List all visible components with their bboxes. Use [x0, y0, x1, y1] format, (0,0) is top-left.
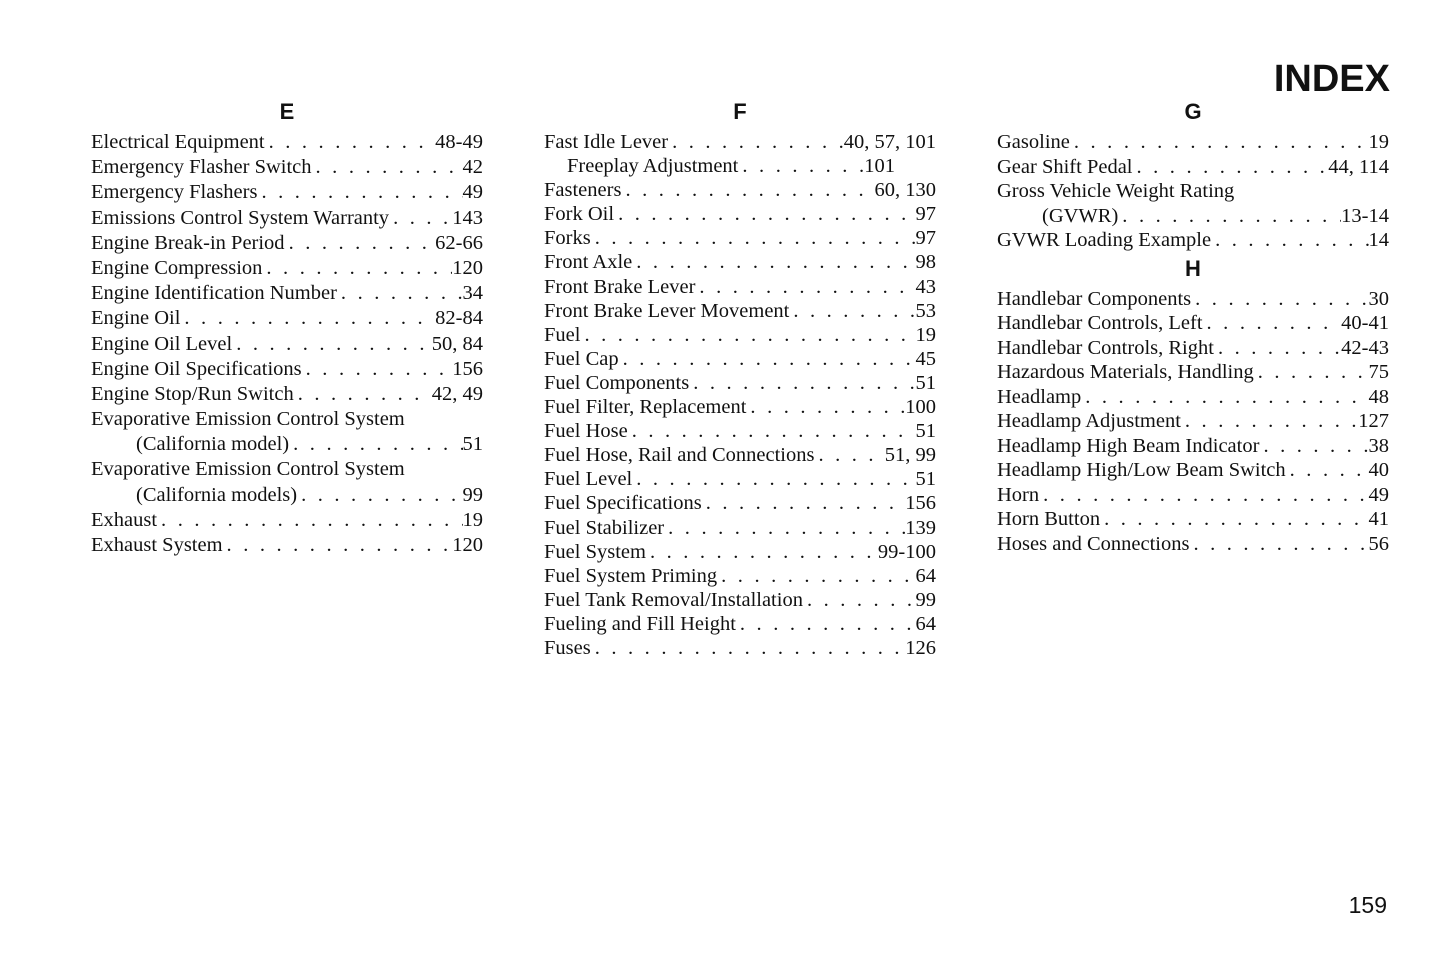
section-letter-f: F	[733, 99, 747, 124]
page-title: INDEX	[1273, 58, 1390, 100]
index-entry: Headlamp . . . 48	[997, 385, 1389, 410]
index-entry: Fuel Level . . . 51	[544, 467, 936, 491]
index-entry: Fast Idle Lever . . . 40, 57, 101	[544, 130, 936, 154]
index-entry: Fuel Components . . . 51	[544, 371, 936, 395]
index-entry: Engine Identification Number . . . 34	[91, 281, 483, 306]
index-entry: Fuel Hose . . . 51	[544, 419, 936, 443]
index-entry: Front Axle . . . 98	[544, 250, 936, 274]
index-entry: Gear Shift Pedal . . . 44, 114	[997, 155, 1389, 180]
index-entry: Gasoline . . . 19	[997, 130, 1389, 155]
index-entry: Hoses and Connections . . . 56	[997, 532, 1389, 557]
index-column-f	[544, 98, 936, 660]
section-letter-e: E	[279, 99, 295, 124]
index-entry: Fuses . . . 126	[544, 636, 936, 660]
index-entry: Exhaust System . . . 120	[91, 533, 483, 558]
index-entry: Fasteners . . . 60, 130	[544, 178, 936, 202]
index-entry: Horn . . . 49	[997, 483, 1389, 508]
index-entry-continuation: (California model) . . . 51	[91, 432, 483, 457]
index-entry: Fuel Stabilizer . . . 139	[544, 516, 936, 540]
index-entry: Engine Oil . . . 82-84	[91, 306, 483, 331]
index-entry: Fuel Cap . . . 45	[544, 347, 936, 371]
index-entry: Emissions Control System Warranty . . . 143	[91, 206, 483, 231]
index-entry-heading: Gross Vehicle Weight Rating	[997, 180, 1235, 202]
page-number: 159	[1348, 892, 1387, 918]
index-entry: Engine Oil Specifications . . . 156	[91, 357, 483, 382]
index-entry: Headlamp Adjustment . . . 127	[997, 409, 1389, 434]
index-entry: GVWR Loading Example . . . 14	[997, 228, 1389, 253]
index-entry: Fuel . . . 19	[544, 323, 936, 347]
index-entry: Front Brake Lever Movement . . . 53	[544, 299, 936, 323]
index-entry-continuation: (GVWR) . . . 13-14	[997, 204, 1389, 229]
index-entry: Headlamp High/Low Beam Switch . . . 40	[997, 458, 1389, 483]
index-entry: Electrical Equipment . . . 48-49	[91, 130, 483, 155]
section-letter-h: H	[1185, 255, 1201, 281]
index-entry: Forks . . . 97	[544, 226, 936, 250]
index-entry: Fork Oil . . . 97	[544, 202, 936, 226]
index-entry: Fuel Hose, Rail and Connections . . . 51, 99	[544, 443, 936, 467]
index-subentry: Freeplay Adjustment . . . 101	[544, 154, 936, 178]
index-entry: Engine Oil Level . . . 50, 84	[91, 332, 483, 357]
index-entry: Hazardous Materials, Handling . . . 75	[997, 360, 1389, 385]
index-entry: Engine Break-in Period . . . 62-66	[91, 231, 483, 256]
index-entry-heading: Evaporative Emission Control System	[91, 458, 405, 481]
index-entry: Fuel Specifications . . . 156	[544, 491, 936, 515]
index-column-e	[91, 98, 483, 558]
index-entry-heading: Evaporative Emission Control System	[91, 408, 405, 431]
index-entry: Fuel Filter, Replacement . . . 100	[544, 395, 936, 419]
index-entry: Handlebar Controls, Right . . . 42-43	[997, 336, 1389, 361]
index-entry: Engine Stop/Run Switch . . . 42, 49	[91, 382, 483, 407]
index-entry: Headlamp High Beam Indicator . . . 38	[997, 434, 1389, 459]
index-entry: Handlebar Controls, Left . . . 40-41	[997, 311, 1389, 336]
index-entry: Handlebar Components . . . 30	[997, 287, 1389, 312]
index-entry: Engine Compression . . . 120	[91, 256, 483, 281]
section-letter-g: G	[1184, 99, 1202, 124]
index-entry: Emergency Flasher Switch . . . 42	[91, 155, 483, 180]
index-column-g-h	[997, 98, 1389, 556]
index-entry: Fuel System Priming . . . 64	[544, 564, 936, 588]
index-entry: Fueling and Fill Height . . . 64	[544, 612, 936, 636]
index-entry-continuation: (California models) . . . 99	[91, 483, 483, 508]
index-entry: Front Brake Lever . . . 43	[544, 275, 936, 299]
index-entry: Fuel System . . . 99-100	[544, 540, 936, 564]
index-entry: Horn Button . . . 41	[997, 507, 1389, 532]
index-entry: Exhaust . . . 19	[91, 508, 483, 533]
index-entry: Fuel Tank Removal/Installation . . . 99	[544, 588, 936, 612]
index-entry: Emergency Flashers . . . 49	[91, 180, 483, 205]
